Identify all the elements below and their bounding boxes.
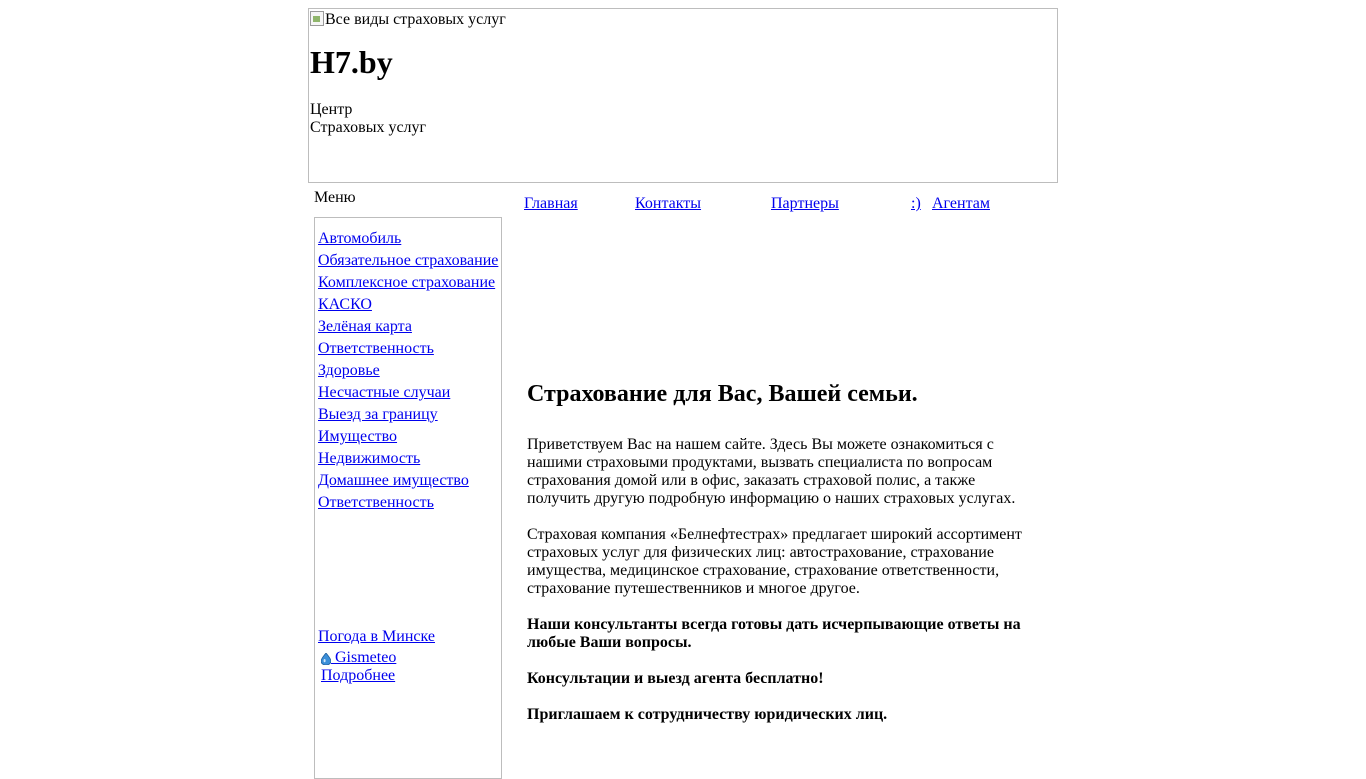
weather-provider-row	[318, 649, 435, 667]
menu-link-travel[interactable]: Выезд за границу	[318, 406, 438, 423]
menu-item	[318, 494, 499, 512]
menu-link-mandatory[interactable]: Обязательное страхование	[318, 252, 499, 269]
sidebar-menu	[314, 217, 502, 779]
top-navigation	[0, 195, 1366, 215]
menu-link-health[interactable]: Здоровье	[318, 362, 380, 379]
weather-more-link[interactable]: Подробнее	[321, 667, 396, 684]
menu-link-liability-2[interactable]: Ответственность	[318, 494, 434, 511]
menu-item	[318, 252, 499, 270]
site-title: H7.by	[310, 44, 393, 80]
menu-link-liability[interactable]: Ответственность	[318, 340, 434, 357]
nav-link-partners[interactable]: Партнеры	[771, 195, 839, 212]
subtitle-line-1: Центр	[310, 101, 353, 118]
menu-item	[318, 362, 499, 380]
water-drop-icon	[321, 653, 331, 665]
menu-link-property[interactable]: Имущество	[318, 428, 398, 445]
menu-item	[318, 296, 499, 314]
page-heading: Страхование для Вас, Вашей семьи.	[527, 381, 918, 407]
weather-title-link[interactable]: Погода в Минске	[318, 628, 435, 645]
main-content	[527, 376, 1032, 742]
nav-link-contacts[interactable]: Контакты	[635, 195, 702, 212]
menu-item	[318, 318, 499, 336]
menu-link-kasko[interactable]: КАСКО	[318, 296, 372, 313]
menu-item	[318, 428, 499, 446]
weather-provider-label: Gismeteo	[335, 649, 397, 666]
menu-link-green-card[interactable]: Зелёная карта	[318, 318, 412, 335]
menu-item	[318, 450, 499, 468]
weather-provider-link[interactable]	[321, 649, 396, 666]
menu-list	[318, 230, 499, 516]
menu-link-home-property[interactable]: Домашнее имущество	[318, 472, 469, 489]
menu-item	[318, 406, 499, 424]
header-banner	[308, 8, 1058, 183]
menu-item	[318, 472, 499, 490]
site-subtitle	[310, 101, 426, 137]
consultants-note: Наши консультанты всегда готовы дать исчерпывающие ответы на любые Ваши вопросы.	[527, 616, 1021, 651]
subtitle-line-2: Страховых услуг	[310, 119, 427, 136]
menu-link-complex[interactable]: Комплексное страхование	[318, 274, 496, 291]
menu-link-real-estate[interactable]: Недвижимость	[318, 450, 421, 467]
intro-paragraph: Приветствуем Вас на нашем сайте. Здесь Вы можете ознакомиться с нашими страховыми продуктами, вызвать специалиста по вопросам страхования домой или в офис, заказать страховой полис, а также получить другую подробную информацию о наших страховых услугах.	[527, 436, 1016, 507]
legal-entities-note: Приглашаем к сотрудничеству юридических лиц.	[527, 706, 888, 723]
weather-more-row	[318, 667, 435, 685]
weather-widget	[318, 628, 435, 685]
menu-item	[318, 230, 499, 248]
nav-link-smile[interactable]: :)	[911, 195, 921, 212]
menu-link-auto[interactable]: Автомобиль	[318, 230, 402, 247]
company-paragraph: Страховая компания «Белнефтестрах» предлагает широкий ассортимент страховых услуг для физических лиц: автострахование, страхование имущества, медицинское страхование, страхование ответственности, страхование путешественников и многое другое.	[527, 526, 1022, 597]
nav-link-agents[interactable]: Агентам	[932, 195, 990, 212]
broken-image-icon	[310, 11, 324, 26]
menu-item	[318, 340, 499, 358]
menu-link-accidents[interactable]: Несчастные случаи	[318, 384, 451, 401]
header-image	[310, 11, 506, 29]
menu-item	[318, 384, 499, 402]
menu-item	[318, 274, 499, 292]
free-consultation-note: Консультации и выезд агента бесплатно!	[527, 670, 824, 687]
header-image-alt: Все виды страховых услуг	[325, 11, 506, 28]
nav-link-home[interactable]: Главная	[524, 195, 578, 212]
menu-caption: Меню	[314, 189, 356, 206]
